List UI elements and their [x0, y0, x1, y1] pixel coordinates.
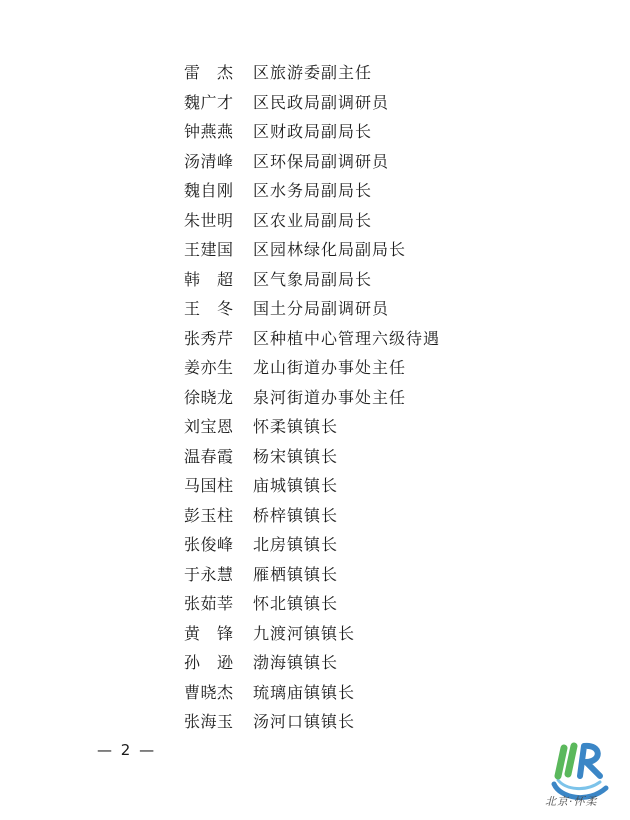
person-title: 区财政局副局长 — [253, 122, 373, 141]
watermark-caption: 北京·怀柔 — [545, 795, 598, 808]
person-name: 张秀芹 — [184, 328, 234, 348]
list-item — [184, 619, 584, 649]
person-title: 九渡河镇镇长 — [253, 623, 356, 643]
person-name: 韩 超 — [184, 269, 234, 289]
list-item — [184, 530, 584, 560]
person-name: 汤清峰 — [184, 151, 234, 171]
person-title: 国土分局副调研员 — [253, 299, 390, 318]
person-title: 区环保局副调研员 — [253, 151, 390, 171]
person-title: 泉河街道办事处主任 — [253, 387, 407, 407]
person-name: 曹晓杰 — [184, 682, 234, 702]
person-title: 杨宋镇镇长 — [253, 446, 339, 466]
person-title: 琉璃庙镇镇长 — [253, 682, 356, 702]
list-item — [184, 707, 584, 737]
list-item — [184, 560, 584, 590]
page-number: — 2 — — [97, 741, 157, 759]
person-name: 张茹莘 — [184, 594, 234, 613]
person-title: 龙山街道办事处主任 — [253, 358, 407, 377]
person-title: 汤河口镇镇长 — [253, 712, 356, 731]
list-item — [184, 88, 584, 118]
person-title: 区水务局副局长 — [253, 181, 373, 200]
person-title: 区民政局副调研员 — [253, 92, 390, 112]
personnel-list — [184, 58, 584, 737]
list-item — [184, 501, 584, 531]
person-title: 雁栖镇镇长 — [253, 564, 339, 584]
list-item — [184, 412, 584, 442]
list-item — [184, 176, 584, 206]
person-title: 怀柔镇镇长 — [253, 417, 339, 436]
person-name: 刘宝恩 — [184, 417, 234, 436]
list-item — [184, 206, 584, 236]
list-item — [184, 353, 584, 383]
person-title: 庙城镇镇长 — [253, 476, 339, 495]
person-title: 桥梓镇镇长 — [253, 505, 339, 525]
person-name: 姜亦生 — [184, 358, 234, 377]
list-item — [184, 58, 584, 88]
list-item — [184, 648, 584, 678]
list-item — [184, 235, 584, 265]
list-item — [184, 324, 584, 354]
person-name: 雷 杰 — [184, 63, 234, 82]
person-title: 区农业局副局长 — [253, 210, 373, 230]
person-name: 徐晓龙 — [184, 387, 234, 407]
person-name: 温春霞 — [184, 446, 234, 466]
person-name: 马国柱 — [184, 476, 234, 495]
list-item — [184, 471, 584, 501]
person-name: 孙 逊 — [184, 653, 234, 672]
person-name: 于永慧 — [184, 564, 234, 584]
person-name: 王 冬 — [184, 299, 234, 318]
person-title: 北房镇镇长 — [253, 535, 339, 554]
person-name: 张俊峰 — [184, 535, 234, 554]
person-title: 区旅游委副主任 — [253, 63, 373, 82]
person-name: 钟燕燕 — [184, 122, 234, 141]
list-item — [184, 265, 584, 295]
person-name: 张海玉 — [184, 712, 234, 731]
list-item — [184, 294, 584, 324]
list-item — [184, 117, 584, 147]
list-item — [184, 589, 584, 619]
person-title: 区气象局副局长 — [253, 269, 373, 289]
person-title: 渤海镇镇长 — [253, 653, 339, 672]
person-name: 魏自刚 — [184, 181, 234, 200]
person-name: 魏广才 — [184, 92, 234, 112]
list-item — [184, 383, 584, 413]
person-name: 彭玉柱 — [184, 505, 234, 525]
list-item — [184, 442, 584, 472]
person-name: 王建国 — [184, 240, 234, 259]
person-name: 黄 锋 — [184, 623, 234, 643]
list-item — [184, 147, 584, 177]
person-name: 朱世明 — [184, 210, 234, 230]
person-title: 怀北镇镇长 — [253, 594, 339, 613]
person-title: 区种植中心管理六级待遇 — [253, 328, 441, 348]
list-item — [184, 678, 584, 708]
person-title: 区园林绿化局副局长 — [253, 240, 407, 259]
